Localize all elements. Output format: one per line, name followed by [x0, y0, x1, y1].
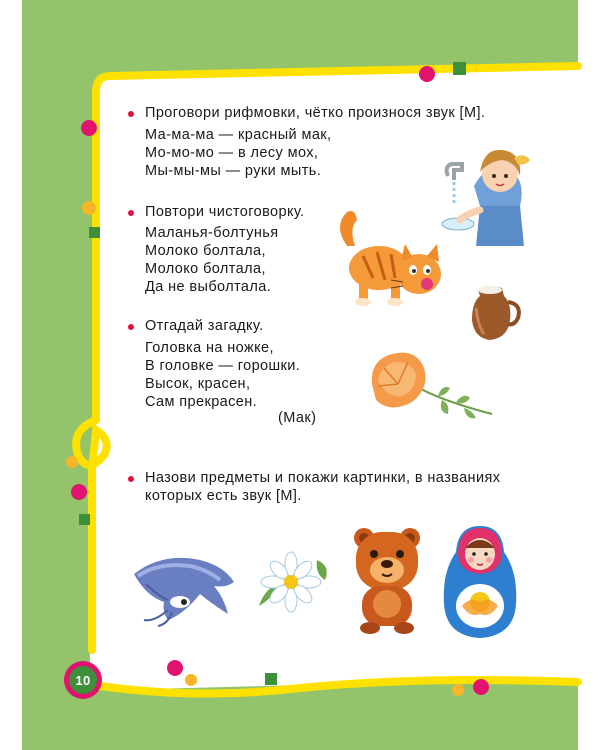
section-2-line: Да не выболтала. [145, 279, 272, 295]
chamomile-flower-illustration [255, 546, 331, 622]
section-4-heading-line: Назови предметы и покажи картинки, в названиях [145, 470, 501, 486]
section-4-heading-line: которых есть звук [М]. [145, 488, 302, 504]
milk-jug-illustration [468, 280, 522, 342]
matryoshka-doll-illustration [440, 522, 520, 640]
section-1-line: Мы-мы-мы — руки мыть. [145, 163, 322, 179]
section-1-heading: Проговори рифмовки, чётко произнося звук [М]. [145, 105, 486, 121]
section-1-line: Мо-мо-мо — в лесу мох, [145, 145, 319, 161]
section-2-line: Молоко болтала, [145, 243, 266, 259]
bullet-section-2 [128, 210, 134, 216]
page-number-badge [64, 661, 102, 699]
section-3-line: В головке — горошки. [145, 358, 301, 374]
bullet-section-4 [128, 476, 134, 482]
girl-washing-hands-illustration [440, 136, 536, 252]
section-2-line: Молоко болтала, [145, 261, 266, 277]
section-1-line: Ма-ма-ма — красный мак, [145, 127, 332, 143]
page-number: 10 [69, 666, 97, 694]
bear-toy-illustration [352, 524, 422, 636]
bullet-section-3 [128, 324, 134, 330]
cat-illustration [333, 206, 445, 306]
section-3-line: Головка на ножке, [145, 340, 274, 356]
riddle-answer: (Мак) [278, 410, 317, 426]
catfish-illustration [128, 548, 240, 628]
section-3-line: Сам прекрасен. [145, 394, 258, 410]
section-2-line: Маланья-болтунья [145, 225, 279, 241]
bullet-section-1 [128, 111, 134, 117]
section-3-line: Высок, красен, [145, 376, 251, 392]
section-2-heading: Повтори чистоговорку. [145, 204, 305, 220]
section-3-heading: Отгадай загадку. [145, 318, 264, 334]
poppy-flower-illustration [368, 344, 498, 424]
